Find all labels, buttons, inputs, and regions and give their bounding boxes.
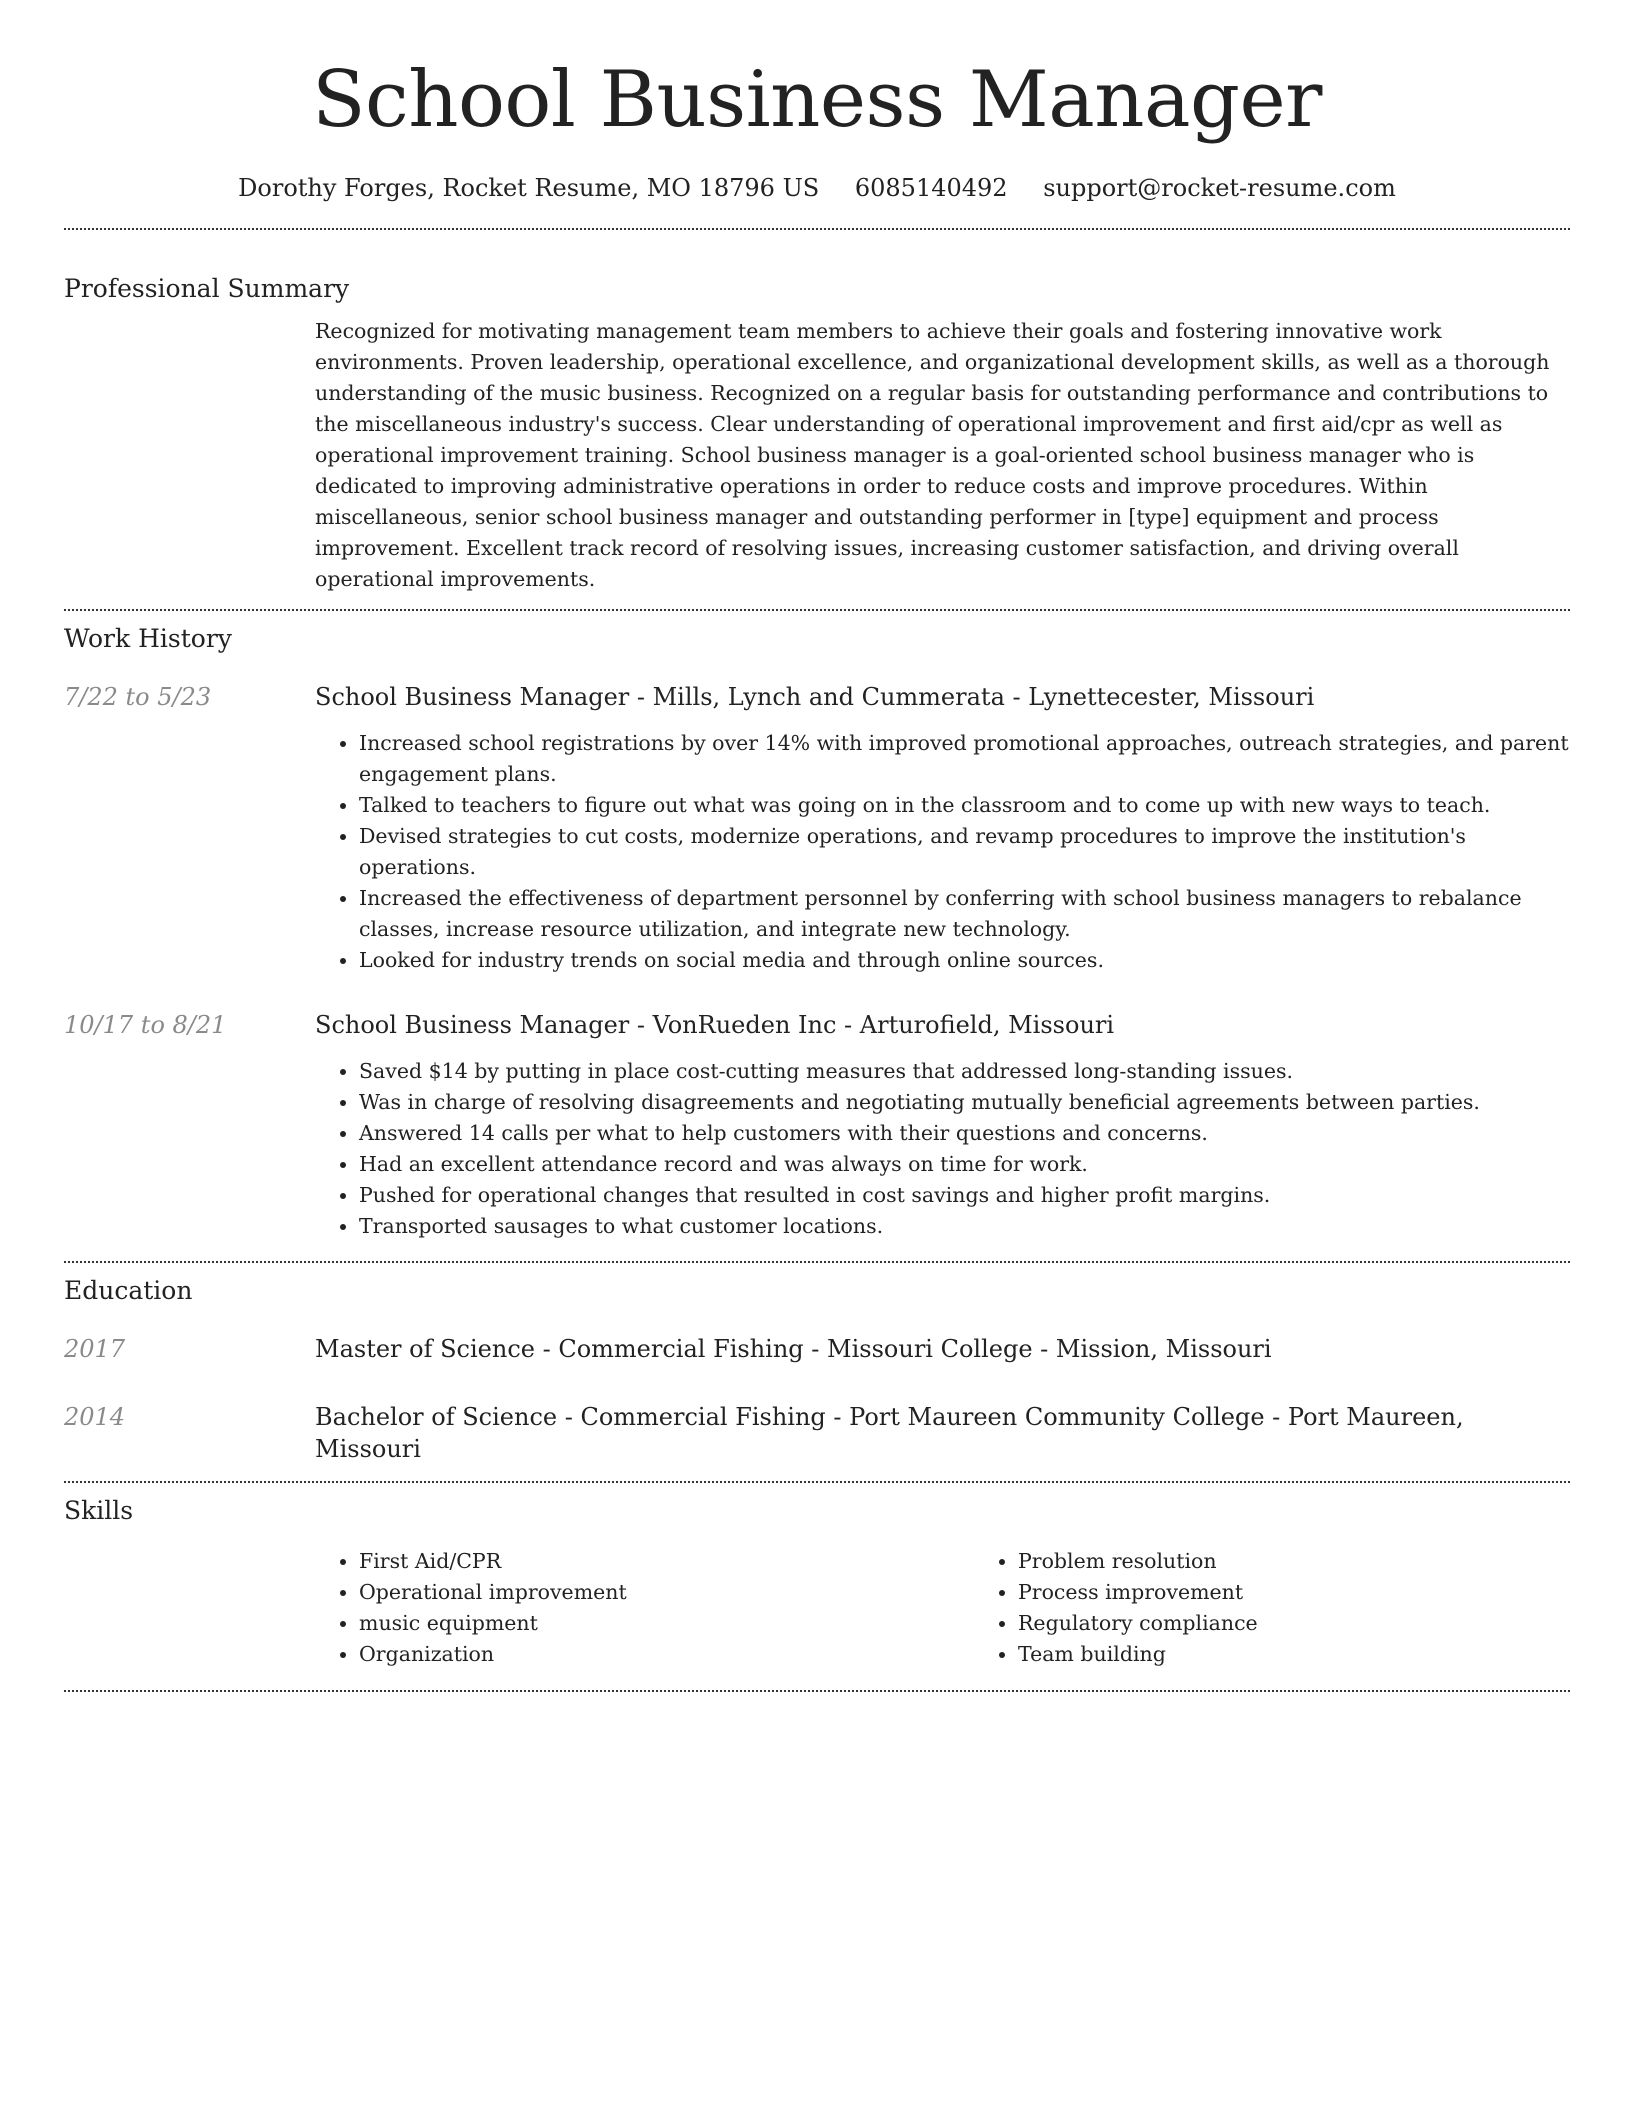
divider [64,1261,1570,1263]
job-dates: 10/17 to 8/21 [64,1011,227,1039]
list-item: • Transported sausages to what customer locations. [359,1211,1570,1242]
list-item: • Operational improvement [359,1577,974,1608]
list-item: • music equipment [359,1608,974,1639]
list-item: • Team building [1018,1639,1570,1670]
education-degree: Bachelor of Science - Commercial Fishing - Port Maureen Community College - Port Maureen, Missouri [315,1403,1464,1463]
work-heading: Work History [64,624,232,653]
list-item: • Process improvement [1018,1577,1570,1608]
list-item: • Had an excellent attendance record and was always on time for work. [359,1149,1570,1180]
summary-spacer [64,316,315,595]
list-item: • Increased the effectiveness of department personnel by conferring with school business managers to rebalance classes, increase resource utilization, and integrate new technology. [359,883,1570,945]
skills-spacer [64,1546,315,1670]
resume-title: School Business Manager [312,55,1322,145]
job-title: School Business Manager - VonRueden Inc - Arturofield, Missouri [315,1011,1115,1039]
job-entry [64,1009,1570,1242]
list-item: • Increased school registrations by over 14% with improved promotional approaches, outreach strategies, and parent engagement plans. [359,728,1570,790]
education-heading: Education [64,1276,193,1305]
list-item: • Regulatory compliance [1018,1608,1570,1639]
contact-line [64,172,1570,204]
divider [64,609,1570,611]
skills-list-right [974,1546,1570,1670]
divider [64,228,1570,230]
list-item: • Organization [359,1639,974,1670]
job-entry [64,681,1570,976]
skills-heading: Skills [64,1496,134,1525]
job-dates: 7/22 to 5/23 [64,683,212,711]
list-item: • Saved $14 by putting in place cost-cutting measures that addressed long-standing issues. [359,1056,1570,1087]
list-item: • First Aid/CPR [359,1546,974,1577]
job-title: School Business Manager - Mills, Lynch and Cummerata - Lynettecester, Missouri [315,683,1315,711]
job-bullets [315,1056,1570,1242]
job-bullets [315,728,1570,976]
education-entry [64,1333,1570,1365]
education-year: 2017 [64,1335,126,1363]
list-item: • Looked for industry trends on social media and through online sources. [359,945,1570,976]
contact-email: support@rocket-resume.com [1043,174,1396,202]
education-section [64,1275,1570,1465]
contact-address: Dorothy Forges, Rocket Resume, MO 18796 US [238,174,820,202]
list-item: • Devised strategies to cut costs, modernize operations, and revamp procedures to improve the institution's operations. [359,821,1570,883]
skills-list-left [315,1546,974,1670]
skills-section [64,1495,1570,1670]
list-item: • Problem resolution [1018,1546,1570,1577]
education-entry [64,1401,1570,1465]
contact-phone: 6085140492 [854,174,1008,202]
work-section [64,623,1570,1242]
summary-section [64,273,1570,595]
list-item: • Answered 14 calls per what to help customers with their questions and concerns. [359,1118,1570,1149]
divider [64,1481,1570,1483]
education-year: 2014 [64,1403,126,1431]
education-degree: Master of Science - Commercial Fishing - Missouri College - Mission, Missouri [315,1335,1272,1363]
summary-text: Recognized for motivating management team members to achieve their goals and fostering innovative work environments. Proven leadership, operational excellence, and organizational development skills, as well as a thorough understanding of the music business. Recognized on a regular basis for outstanding performance and contributions to the miscellaneous industry's success. Clear understanding of operational improvement and first aid/cpr as well as operational improvement training. School business manager is a goal-oriented school business manager who is dedicated to improving administrative operations in order to reduce costs and improve procedures. Within miscellaneous, senior school business manager and outstanding performer in [type] equipment and process improvement. Excellent track record of resolving issues, increasing customer satisfaction, and driving overall operational improvements. [315,319,1550,591]
summary-heading: Professional Summary [64,274,350,303]
list-item: • Was in charge of resolving disagreements and negotiating mutually beneficial agreements between parties. [359,1087,1570,1118]
list-item: • Pushed for operational changes that resulted in cost savings and higher profit margins. [359,1180,1570,1211]
resume-page [64,0,1570,1692]
list-item: • Talked to teachers to figure out what was going on in the classroom and to come up with new ways to teach. [359,790,1570,821]
divider [64,1690,1570,1692]
